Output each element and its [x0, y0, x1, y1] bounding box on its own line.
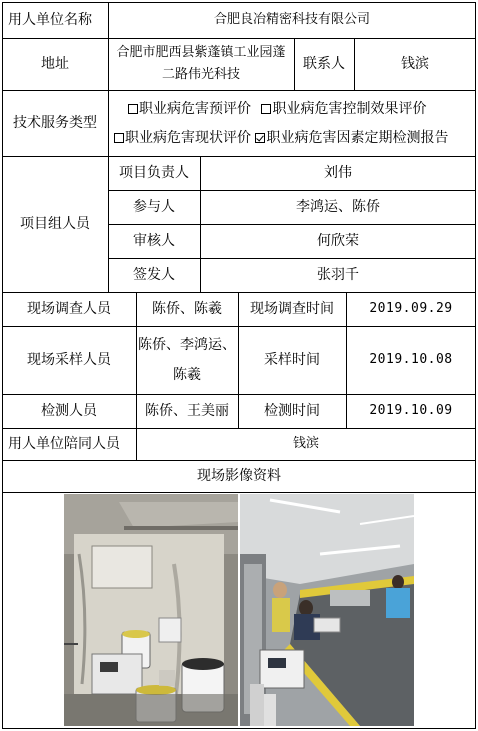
grid-line: [200, 156, 201, 292]
team-name-reviewer: 何欣荣: [317, 233, 359, 249]
grid-line: [2, 2, 476, 3]
grid-line: [108, 224, 476, 225]
survey-record-form: [2, 2, 476, 728]
grid-line: [2, 90, 476, 91]
survey-staff-label: 现场调查人员: [27, 301, 111, 317]
grid-line: [2, 728, 476, 729]
survey-time-value: 2019.09.29: [369, 301, 453, 316]
escort-value: 钱滨: [292, 436, 319, 451]
sampling-staff-label: 现场采样人员: [27, 352, 111, 368]
team-role-issuer: 签发人: [133, 267, 175, 283]
grid-line: [475, 2, 476, 729]
sampling-time-label: 采样时间: [264, 352, 320, 368]
grid-line: [2, 492, 476, 493]
service-options-row-2: [114, 127, 448, 149]
test-staff-label: 检测人员: [41, 403, 97, 419]
test-staff-value: 陈侨、王美丽: [145, 403, 229, 419]
grid-line: [294, 38, 295, 90]
checkbox-pre-evaluation[interactable]: [128, 104, 138, 114]
grid-line: [2, 460, 476, 461]
test-time-label: 检测时间: [264, 403, 320, 419]
grid-line: [2, 428, 476, 429]
grid-line: [354, 38, 355, 90]
test-time-value: 2019.10.09: [369, 403, 453, 418]
grid-line: [238, 292, 239, 428]
grid-line: [108, 258, 476, 259]
checkbox-control-effect[interactable]: [261, 104, 271, 114]
site-photo-2: [240, 494, 414, 726]
images-section-title: 现场影像资料: [197, 468, 281, 484]
escort-label: 用人单位陪同人员: [8, 436, 120, 452]
team-name-lead: 刘伟: [324, 165, 352, 181]
checkbox-status-evaluation[interactable]: [114, 133, 124, 143]
address-value: [108, 38, 294, 90]
team-role-lead: 项目负责人: [119, 165, 189, 181]
service-type-label: 技术服务类型: [13, 115, 97, 131]
contact-value: 钱滨: [401, 56, 429, 72]
team-label: 项目组人员: [20, 216, 90, 232]
team-name-issuer: 张羽千: [317, 267, 359, 283]
grid-line: [2, 292, 476, 293]
grid-line: [346, 292, 347, 428]
sampling-time-value: 2019.10.08: [369, 352, 453, 367]
survey-time-label: 现场调查时间: [250, 301, 334, 317]
address-label: 地址: [41, 56, 69, 72]
grid-line: [108, 2, 109, 292]
team-role-participant: 参与人: [133, 199, 175, 215]
option-status-evaluation: 职业病危害现状评价: [125, 129, 251, 146]
service-type-options: [108, 90, 476, 156]
grid-line: [2, 2, 3, 729]
grid-line: [2, 394, 476, 395]
sampling-staff-line-1: 陈侨、李鸿运、: [138, 337, 236, 353]
site-photo-1-image: [64, 494, 238, 726]
option-pre-evaluation: 职业病危害预评价: [139, 100, 251, 117]
contact-label: 联系人: [303, 56, 345, 72]
address-line-1: 合肥市肥西县紫蓬镇工业园蓬: [116, 45, 286, 60]
option-control-effect: 职业病危害控制效果评价: [272, 100, 427, 117]
sampling-staff-value: [136, 326, 238, 394]
site-photo-1: [64, 494, 238, 726]
grid-line: [2, 326, 476, 327]
sampling-staff-line-2: 陈羲: [173, 367, 201, 383]
survey-staff-value: 陈侨、陈羲: [152, 301, 222, 317]
team-role-reviewer: 审核人: [133, 233, 175, 249]
grid-line: [136, 292, 137, 460]
unit-name-value: 合肥良冶精密科技有限公司: [213, 12, 370, 27]
checkbox-periodic-testing[interactable]: [255, 133, 265, 143]
grid-line: [2, 156, 476, 157]
site-photo-2-image: [240, 494, 414, 726]
grid-line: [108, 190, 476, 191]
address-line-2: 二路伟光科技: [161, 67, 240, 82]
option-periodic-testing: 职业病危害因素定期检测报告: [266, 129, 449, 146]
service-options-row-1: [114, 98, 426, 120]
team-name-participant: 李鸿运、陈侨: [296, 199, 380, 215]
unit-name-label: 用人单位名称: [8, 12, 92, 28]
grid-line: [2, 38, 476, 39]
